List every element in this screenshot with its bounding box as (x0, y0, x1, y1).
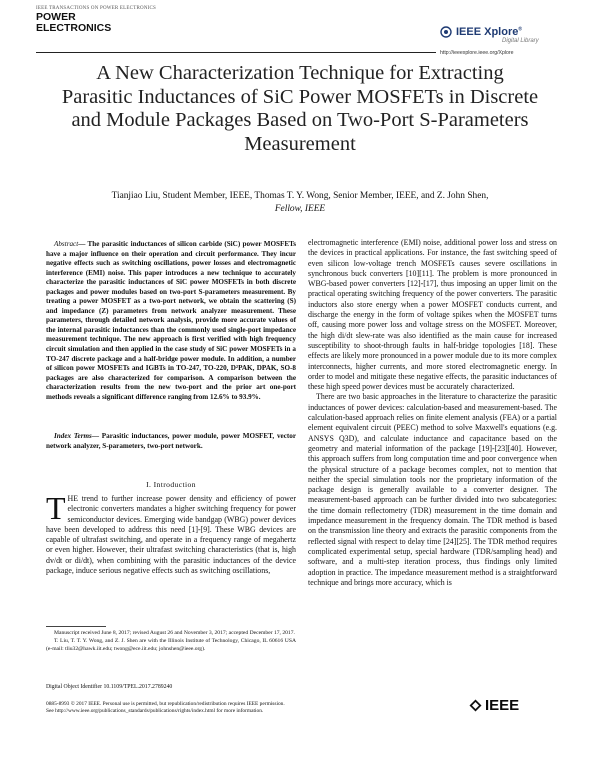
introduction-text: HE trend to further increase power density and efficiency of power electronic converters mandates a higher switching frequency for power semiconductor devices. Emerging wide bandgap (WBG) power devices have been developed to address this need [1]-[9]. These WBG devices are capable of ultrafast switching, and operate in a frequency range of megahertz or even higher. However, their ultrafast switching characteristics (that is, high dv/dt or di/dt), when combining with the parasitic inductances of the device package, induce serious negative effects such as switching oscillations, (46, 494, 296, 576)
right-column-body (308, 238, 557, 588)
footnote-rule (46, 626, 106, 627)
index-terms-label: Index Terms (54, 432, 92, 440)
author-line-2: Fellow, IEEE (274, 204, 326, 214)
journal-name-line1: POWER (36, 11, 76, 23)
journal-name (36, 12, 111, 34)
abstract-label: Abstract (54, 240, 79, 248)
header-rule (36, 52, 436, 53)
doi-line[interactable]: Digital Object Identifier 10.1109/TPEL.2017.2789240 (46, 684, 173, 690)
xplore-brand-text: IEEE Xplore (456, 26, 519, 38)
abstract-text: — The parasitic inductances of silicon carbide (SiC) power MOSFETs have a major influence on their operation and circuit performance. They incur negative effects such as switching oscillations, power losses and electromagnetic interference (EMI) noise. This paper introduces a new technique to accurately characterize the parasitic inductances of SiC power MOSFETs in both discrete packages and power modules based on two-port S-parameters measurement. By treating a power MOSFET as a two-port network, we obtain the scattering (S) and impedance (Z) parameters from network analyzer measurement. These parameters, through detailed network analysis, provide more accurate values of the internal parasitic inductances than the commonly used single-port impedance measurement technique. The new approach is first verified with high frequency circuit simulation and then applied in the case study of SiC power MOSFETs in a TO-247 discrete package and a half-bridge power module. In addition, a number of silicon power MOSFETs and IGBTs in TO-247, TO-220, D²PAK, DPAK, SO-8 packages are also characterized for comparison. A comparison between the characterization results from the new two-port and the prior art one-port methods reveals a significant difference ranging from 12.6% to 93.9%. (46, 240, 296, 401)
footnote-received: Manuscript received June 8, 2017; revised August 26 and November 3, 2017; accepted December 17, 2017. (54, 630, 295, 636)
ieee-diamond-icon (469, 699, 482, 712)
right-paragraph-2: There are two basic approaches in the literature to characterize the parasitic inductances of power devices: calculation-based and measurement-based. The calculation-based approach relies on finite element analysis (FEA) or a partial element equivalent circuit (PEEC) method to solve Maxwell's equations (e.g. ANSYS Q3D), and calculate inductance and capacitance based on the geometry and material information of the package [19]-[23][40]. However, this approach suffers from long computation time and poor convergence when the physical structure of a package becomes complex, not to mention that neither the special simulation tools nor the proprietary information of the package design is generally available to a converter designer. The measurement-based approach can be further divided into two subcategories: the time domain reflectometry (TDR) measurement in the time domain and impedance measurement in the frequency domain. The TDR method is based on the transmission line theory and extracts the parasitic components from the reflected signal with respect to delay time [24][25]. The TDR method requires complicated experimental setup, special hardware (TDR/sampling head) and software, and a multi-step iteration process, thus findings only limited adoption in practice. The impedance measurement method is a straightforward technique and brings more accuracy, which is (308, 392, 557, 587)
xplore-brand[interactable]: IEEE Xplore® (456, 26, 523, 38)
journal-name-line2: ELECTRONICS (36, 22, 112, 34)
introduction-body (46, 490, 296, 576)
ieee-logo: IEEE (485, 697, 520, 714)
author-line-1: Tianjiao Liu, Student Member, IEEE, Thomas T. Y. Wong, Senior Member, IEEE, and Z. John Shen, (111, 191, 489, 201)
journal-small-caption: IEEE TRANSACTIONS ON POWER ELECTRONICS (36, 6, 157, 11)
xplore-logo-icon (440, 26, 452, 38)
xplore-url-link[interactable]: http://ieeexplore.ieee.org/Xplore (440, 50, 514, 56)
section-heading-introduction: I. Introduction (146, 480, 196, 489)
copyright-line-2[interactable]: See http://www.ieee.org/publications_standards/publications/rights/index.html for more information. (46, 708, 264, 715)
xplore-subtitle: Digital Library (502, 38, 539, 44)
index-terms-text: — Parasitic inductances, power module, power MOSFET, vector network analyzer, S-parameters, two-port network. (46, 432, 296, 450)
copyright-line-1: 0885-8993 © 2017 IEEE. Personal use is permitted, but republication/redistribution requires IEEE permission. (46, 701, 285, 707)
footnote-affiliation: T. Liu, T. T. Y. Wong, and Z. J. Shen are with the Illinois Institute of Technology, Chicago, IL 60616 USA (e-mail: tliu32@hawk.iit.edu; twong@ece.iit.edu; johnshen@ieee.org). (46, 637, 296, 652)
drop-cap: T (46, 490, 66, 526)
author-list (60, 190, 540, 216)
right-paragraph-1: electromagnetic interference (EMI) noise, additional power loss and stress on the devices in practical applications. For instance, the fast switching speed of even silicon low-voltage trench MOSFETs causes severe oscillations in synchronous buck converters [10][11]. The problem is more pronounced in WBG-based power converters [12]-[17], thus imposing an upper limit on the practical operating switching frequency of the power converters. The parasitic inductors also store energy when a power MOSFET conducts current, and discharge the energy in the form of voltage spikes when the MOSFET turns off, causing more power loss and voltage stress on the MOSFET. Moreover, the high di/dt slew-rate was also identified as the main cause for increased susceptibility to shoot-through faults in half-bridge topologies [18]. These effects are likely more pronounced in a power module due to its more complex interconnects, higher currents, and more stored electromagnetic energy. In order to model and mitigate these negative effects, the parasitic inductances of these high speed power devices must be accurately characterized. (308, 238, 557, 392)
copyright-notice (46, 701, 476, 716)
abstract (46, 240, 296, 402)
paper-title: A New Characterization Technique for Extracting Parasitic Inductances of SiC Power MOSFETs in Discrete and Module Packages Based on Two-Port S-Parameters Measurement (61, 62, 539, 155)
index-terms (46, 432, 296, 451)
footnote (46, 630, 296, 653)
